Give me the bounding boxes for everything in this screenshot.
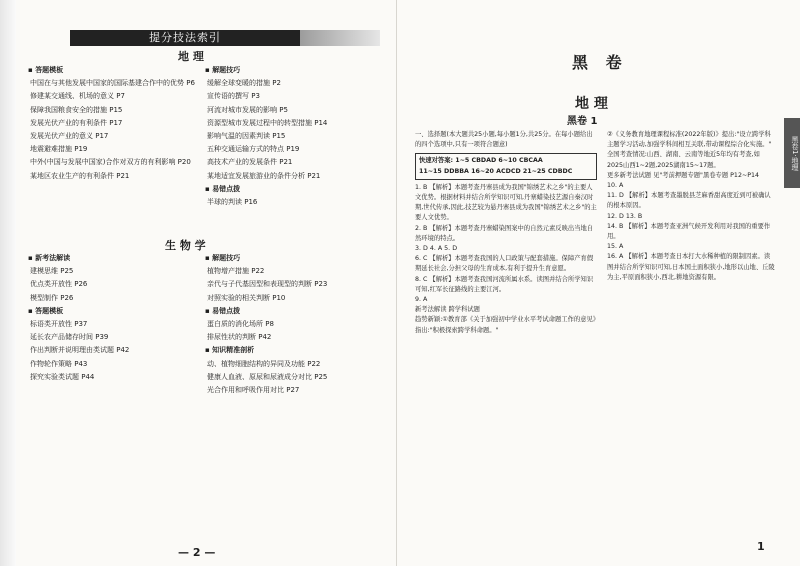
page-gutter: [0, 0, 16, 566]
left-page: [0, 0, 397, 566]
index-entry: 标语类开放性 P37: [30, 320, 88, 329]
answer-key-box: 快速对答案: 1~5 CBDAD 6~10 CBCAA 11~15 DDBBA 16~20 ACDCD 21~25 CDBDC: [415, 153, 597, 179]
right-page-number: 1: [757, 540, 765, 553]
question-intro: 一、选择题(本大题共25小题,每小题1分,共25分。在每小题给出的四个选项中,只有一项符合题意): [415, 131, 593, 149]
answer-paragraph: 1. B 【解析】本题考查丹寨县成为我国"锦绣艺术之乡"的主要人文优势。根据材料并结合所学知识可知,丹寨蜡染技艺源自秦汉时期,世代传承,因此,技艺较为悬丹寨县成为我国"锦绣艺术之乡"的主要人文优势。: [415, 183, 597, 222]
index-entry: 作出判断并说明理由类试题 P42: [30, 346, 130, 355]
right-page: [397, 0, 800, 566]
col-head: ▪ 新考法解读: [28, 254, 71, 262]
answer-paragraph: 8. C 【解析】本题考查我国河流所属水系。读图并结合所学知识可知,红军长征路线的主要江河。: [415, 275, 594, 293]
index-entry: 探究实验类试题 P44: [30, 372, 95, 381]
col-head: ▪ 答题模板: [28, 306, 64, 315]
index-banner: 提分技法索引: [70, 30, 300, 46]
index-entry: 中外(中国与发展中国家)合作对双方的有利影响 P20: [30, 158, 191, 167]
left-page-number: — 2 —: [178, 546, 216, 559]
index-entry: 某地区农业生产的有利条件 P21: [30, 171, 130, 180]
index-entry: 亲代与子代基因型和表现型的判断 P23: [207, 280, 328, 289]
index-entry: 光合作用和呼吸作用对比 P27: [207, 386, 300, 395]
bio-col-1: [28, 252, 198, 384]
index-entry: 半球的判读 P16: [207, 198, 258, 207]
answer-paragraph: 15. A: [607, 243, 624, 251]
index-entry: 建模思维 P25: [30, 267, 74, 276]
index-entry: 高技术产业的发展条件 P21: [207, 158, 293, 167]
col-head: ▪ 易错点拨: [205, 306, 241, 315]
index-entry: 延长农产品储存时间 P39: [30, 333, 109, 342]
index-entry: 某地适宜发展旅游业的条件分析 P21: [207, 171, 321, 180]
index-entry: 蛋白质的消化场所 P8: [207, 320, 274, 329]
index-entry: 植物增产措施 P22: [207, 267, 265, 276]
bio-section-title: 生 物 学: [165, 239, 206, 252]
banner-gradient: [300, 30, 380, 46]
col-head: ▪ 解题技巧: [205, 66, 241, 74]
answer-paragraph: 10. A: [607, 182, 624, 190]
bio-col-2: [205, 252, 375, 397]
paper-title: 黑 卷: [572, 53, 628, 72]
geo-section-title: 地 理: [178, 50, 204, 63]
index-entry: 动、植物细胞结构的异同及功能 P22: [207, 359, 321, 368]
index-entry: 保障我国粮食安全的措施 P15: [30, 105, 123, 114]
index-entry: 发展光伏产业的意义 P17: [30, 132, 109, 141]
index-entry: 发展光伏产业的有利条件 P17: [30, 118, 123, 127]
index-entry: 排尿性状的判断 P42: [207, 333, 272, 342]
answer-paragraph: 趋势新颖:①教育部《关于加强初中学业水平考试命题工作的意见》指出:"积极探索跨学科命题。": [415, 316, 596, 334]
col-head: ▪ 知识精准剖析: [205, 346, 255, 355]
answer-paragraph: 11. D 【解析】本题考查墨脱县芝麻香甜高度近到可被确认的根本原因。: [607, 192, 771, 210]
answer-paragraph: 6. C 【解析】本题考查我国的人口政策与配套措施。保障产育假期延长社会,分担父母的生育成本,有利于提升生育意愿。: [415, 255, 594, 273]
col-head: ▪ 解题技巧: [205, 254, 241, 262]
paper-subtitle: 黑卷 1: [567, 116, 598, 127]
answer-col-1: [415, 130, 597, 336]
index-entry: 对照实验的相关判断 P10: [207, 293, 286, 302]
index-entry: 作物轮作策略 P43: [30, 359, 88, 368]
index-entry: 优点类开放性 P26: [30, 280, 88, 289]
index-entry: 中国在与其他发展中国家的国际基建合作中的优势 P6: [30, 79, 195, 88]
col-head: ▪ 答题模板: [28, 66, 64, 74]
index-entry: 健康人血液、原尿和尿液成分对比 P25: [207, 372, 328, 381]
geo-col-2: [205, 64, 370, 209]
answer-paragraph: 全国考查情况:山西、湖南、云南等地近5年均有考查,如2025山西1~2题,2025湖南15~17题。: [607, 151, 760, 169]
geo-col-1: [28, 64, 198, 183]
subject-title: 地 理: [575, 96, 608, 112]
col-head: ▪ 易错点拨: [205, 184, 241, 193]
index-entry: 五种交通运输方式的特点 P19: [207, 145, 300, 154]
index-entry: 模型制作 P26: [30, 293, 74, 302]
answer-paragraph: 更多新考法试题 见"考前押题专题"黑卷专题 P12~P14: [607, 171, 760, 179]
index-entry: 资源型城市发展过程中的转型措施 P14: [207, 118, 328, 127]
answer-paragraph: 3. D 4. A 5. D: [415, 245, 458, 253]
answer-paragraph: 12. D 13. B: [607, 212, 643, 220]
answer-paragraph: 16. A 【解析】本题考查日本打大水稀种植的限制因素。读图并结合所学知识可知,日本国土面积狭小,地形以山地、丘陵为主,平原面积狭小,西北,耕地资源有限。: [607, 253, 775, 281]
answer-paragraph: 2. B 【解析】本题考查丹寨蜡染图案中的自然元素反映出当地自然环境的特点。: [415, 224, 594, 242]
index-entry: 河流对城市发展的影响 P5: [207, 105, 288, 114]
side-tab: 黑卷1·地理: [784, 118, 800, 188]
index-entry: 地震避难措施 P19: [30, 145, 88, 154]
answer-paragraph: ②《义务教育地理课程标准(2022年版)》提出:"设立跨学科主题学习活动,加强学科间相互关联,带动课程综合化实施。": [607, 131, 772, 149]
answer-col-2: [607, 130, 775, 283]
answer-paragraph: 14. B 【解析】本题考查亚洲气候开发利用对我国的重要作用。: [607, 222, 771, 241]
answer-paragraph: 新考法解读 跨学科试题: [415, 306, 480, 314]
index-entry: 宣传语的撰写 P3: [207, 92, 260, 101]
index-entry: 影响气温的因素判读 P15: [207, 132, 286, 141]
index-entry: 修建某交通线、机场的意义 P7: [30, 92, 125, 101]
index-entry: 缓解全球变暖的措施 P2: [207, 79, 281, 88]
answer-paragraph: 9. A: [415, 296, 428, 304]
